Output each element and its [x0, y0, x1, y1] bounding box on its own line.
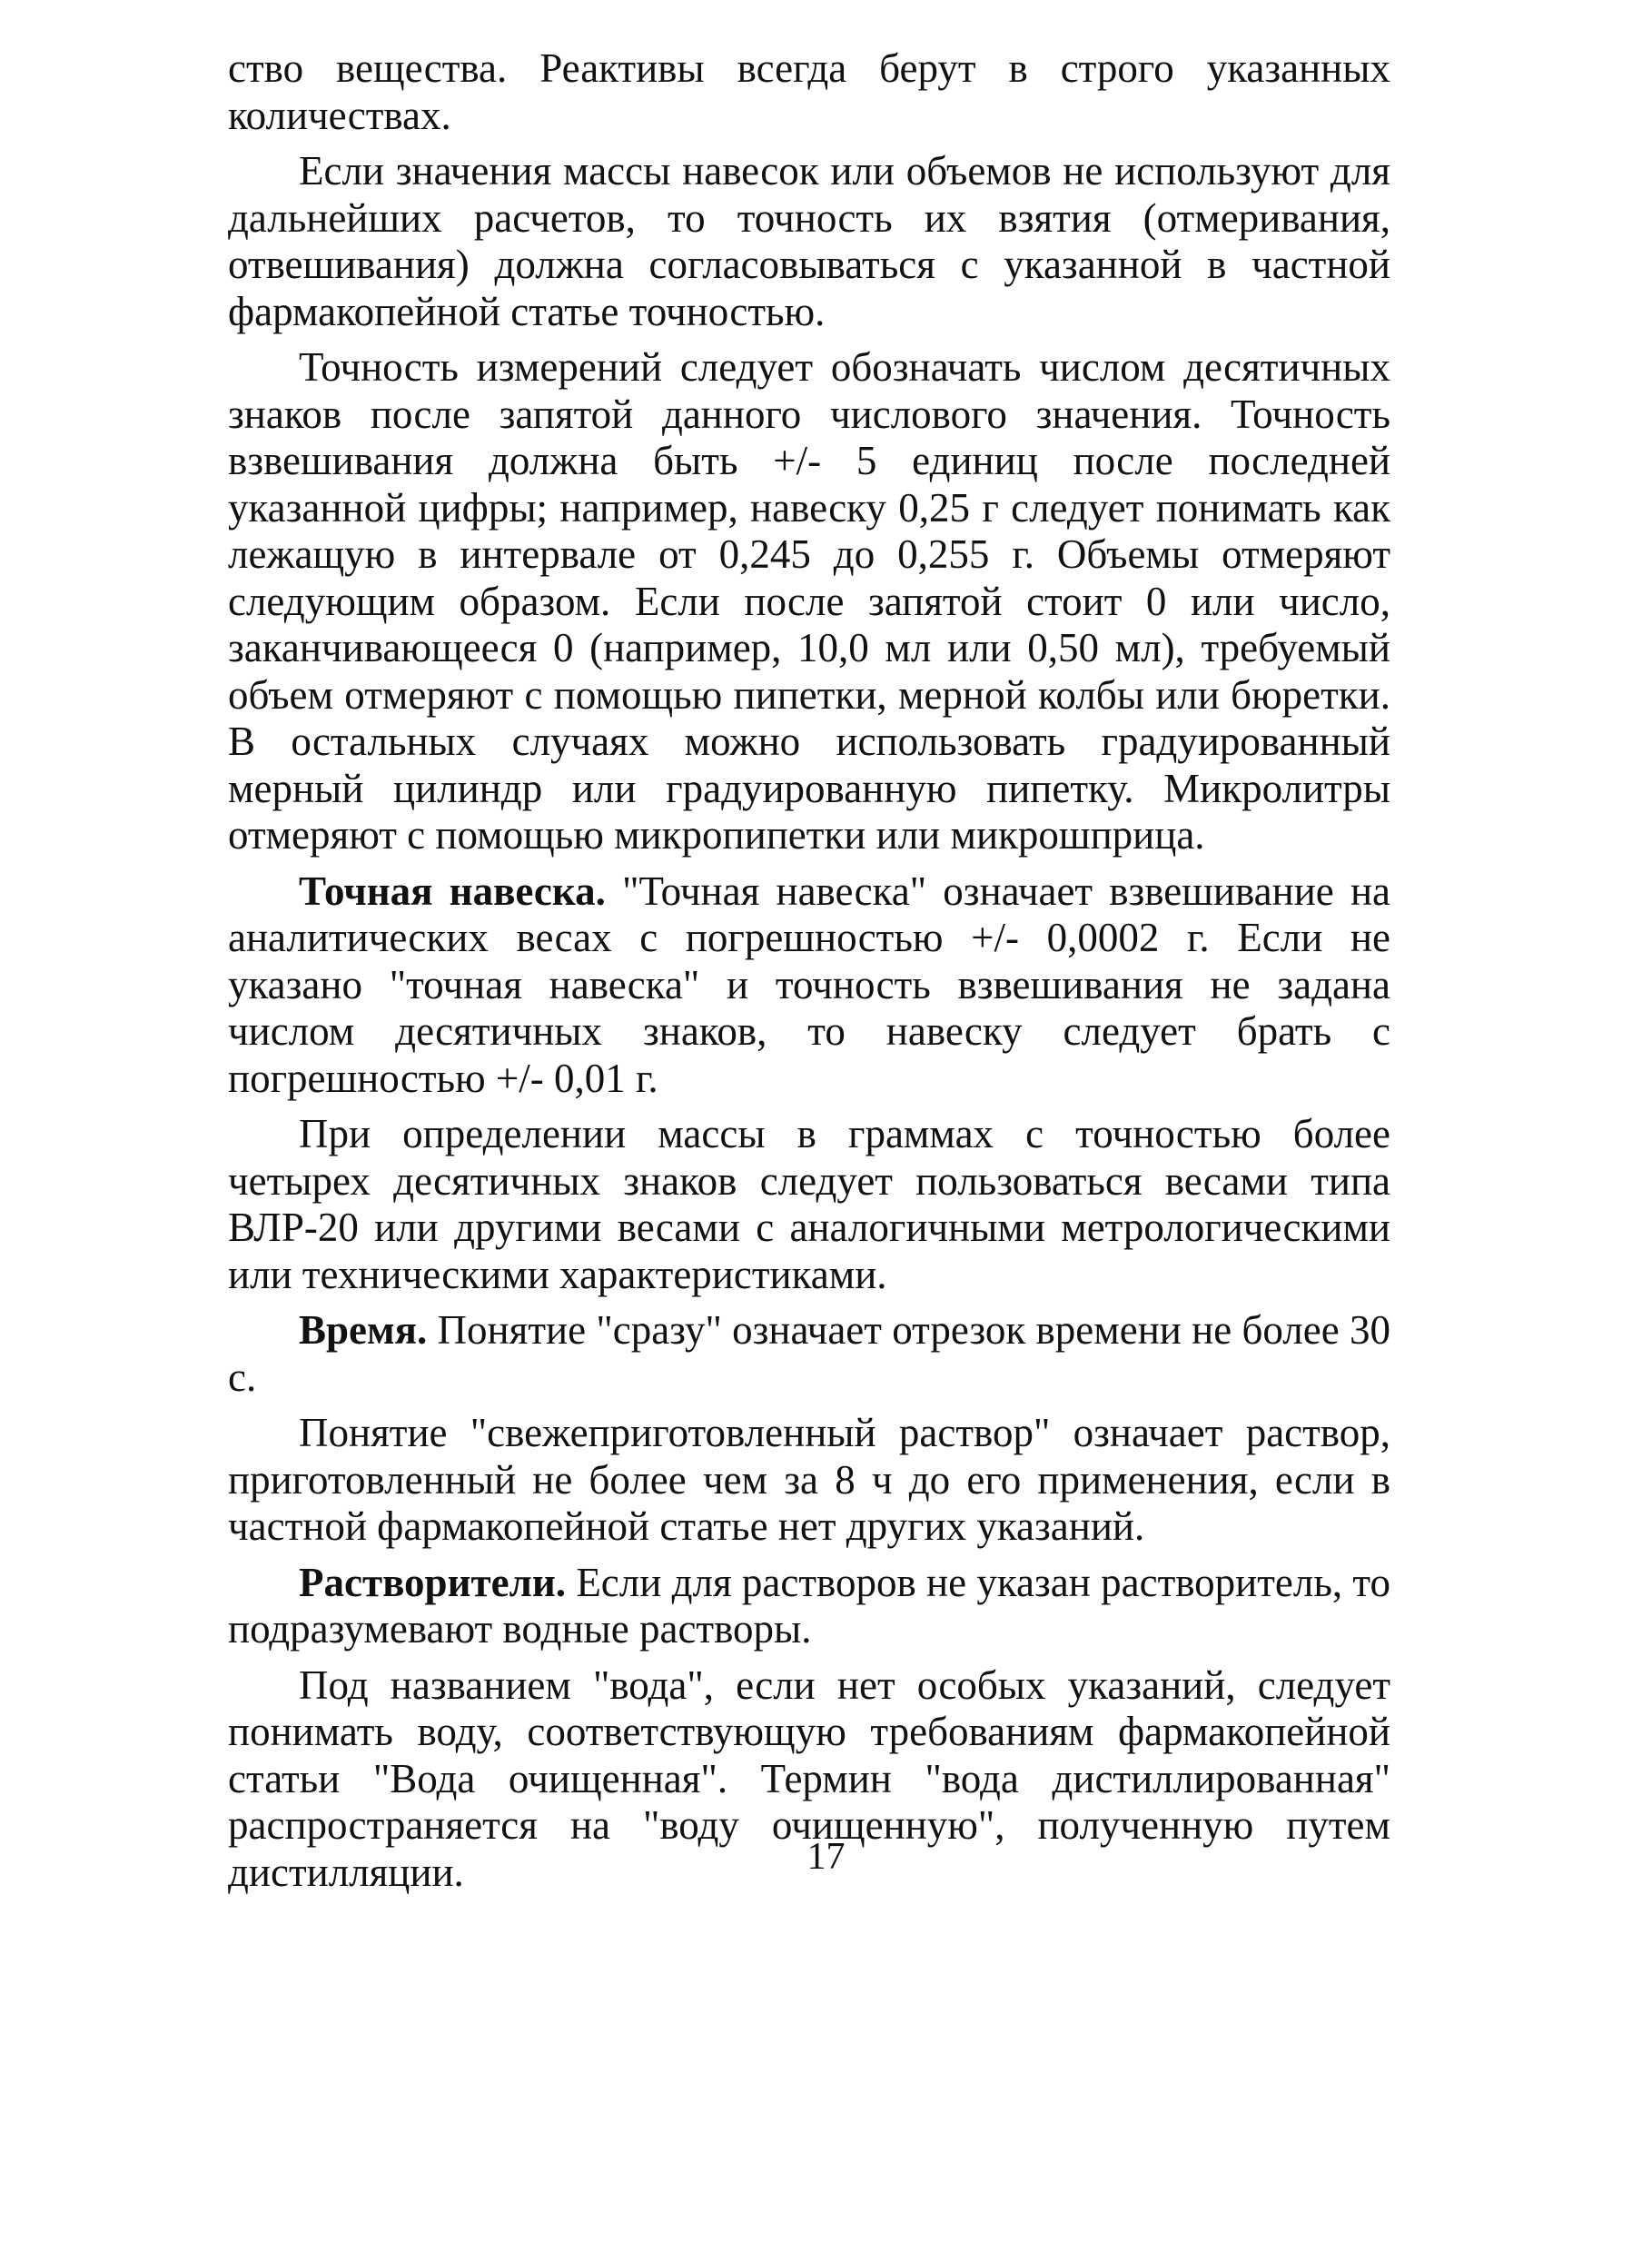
paragraph-4-text: "Точная навеска" означает взвешивание на аналитических весах с погрешностью +/- 0,0002 г. Если не указано "точная навеска" и точность взвешивания не задана числом десятичных знаков, то навеску следует брать с погрешностью +/- 0,01 г. — [228, 868, 1390, 1101]
paragraph-time — [228, 1307, 1390, 1401]
term-exact-weighing: Точная навеска. — [299, 868, 606, 914]
paragraph-7-text: Понятие "свежеприготовленный раствор" означает раствор, приготовленный не более чем за 8 ч до его применения, если в частной фармакопейной статье нет других указаний. — [228, 1410, 1390, 1549]
term-solvents: Растворители. — [299, 1559, 567, 1605]
paragraph-1-text: ство вещества. Реактивы всегда берут в строго указанных количествах. — [228, 45, 1390, 138]
paragraph-5 — [228, 1111, 1390, 1298]
paragraph-2-text: Если значения массы навесок или объемов не используют для дальнейших расчетов, то точность их взятия (отмеривания, отвешивания) должна согласовываться с указанной в частной фармакопейной статье точностью. — [228, 148, 1390, 334]
paragraph-5-text: При определении массы в граммах с точностью более четырех десятичных знаков следует пользоваться весами типа ВЛР-20 или другими весами с аналогичными метрологическими или техническими характеристиками. — [228, 1111, 1390, 1297]
paragraph-9-text: Под названием "вода", если нет особых указаний, следует понимать воду, соответствующую требованиям фармакопейной статьи "Вода очищенная". Термин "вода дистиллированная" распространяется на "воду очищенную", полученную путем дистилляции. — [228, 1662, 1390, 1895]
page-number: 17 — [806, 1836, 846, 1878]
paragraph-3-text: Точность измерений следует обозначать числом десятичных знаков после запятой данного числового значения. Точность взвешивания должна быть +/- 5 единиц после последней указанной цифры; например, навеску 0,25 г следует понимать как лежащую в интервале от 0,245 до 0,255 г. Объемы отмеряют следующим образом. Если после запятой стоит 0 или число, заканчивающееся 0 (например, 10,0 мл или 0,50 мл), требуемый объем отмеряют с помощью пипетки, мерной колбы или бюретки. В остальных случаях можно использовать градуированный мерный цилиндр или градуированную пипетку. Микролитры отмеряют с помощью микропипетки или микрошприца. — [228, 344, 1390, 858]
paragraph-3 — [228, 344, 1390, 859]
term-time: Время. — [299, 1307, 428, 1353]
paragraph-exact-weighing — [228, 868, 1390, 1103]
paragraph-7 — [228, 1410, 1390, 1551]
paragraph-8-text: Если для растворов не указан растворитель, то подразумевают водные растворы. — [228, 1559, 1390, 1652]
paragraph-2 — [228, 148, 1390, 335]
paragraph-6-text: Понятие "сразу" означает отрезок времени не более 30 с. — [228, 1307, 1390, 1400]
paragraph-1 — [228, 45, 1390, 139]
paragraph-solvents — [228, 1560, 1390, 1653]
page-body — [228, 45, 1390, 1905]
